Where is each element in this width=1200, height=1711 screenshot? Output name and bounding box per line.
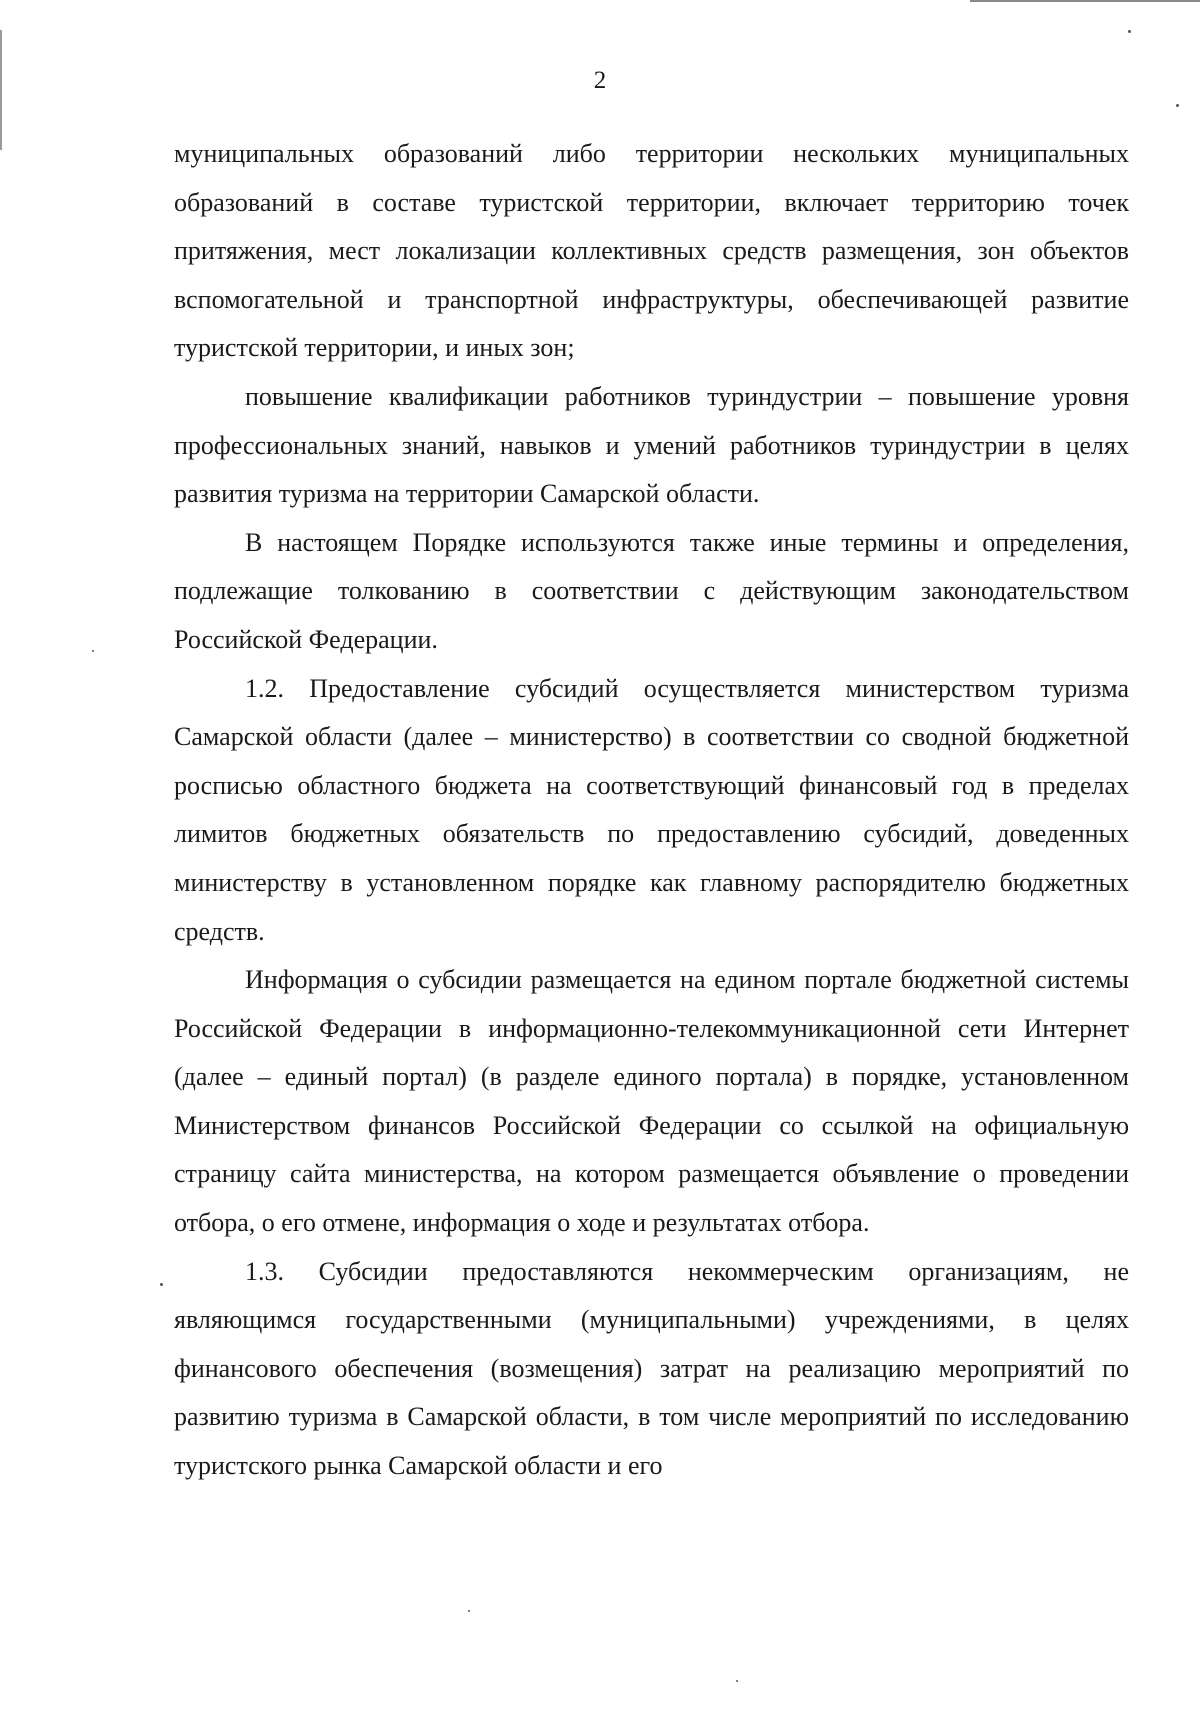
paragraph-4: 1.2. Предоставление субсидий осуществляется министерством туризма Самарской области (далее – министерство) в соответствии со сводной бюджетной росписью областного бюджета на соответствующий финансовый год в пределах лимитов бюджетных обязательств по предоставлению субсидий, доведенных министерству в установленном порядке как главному распорядителю бюджетных средств.: [174, 673, 1129, 946]
scan-border-line: [970, 0, 1200, 2]
scan-speck: [1128, 30, 1131, 33]
scan-speck: [1176, 104, 1179, 107]
page-number: 2: [593, 67, 607, 94]
paragraph-2: повышение квалификации работников туриндустрии – повышение уровня профессиональных знаний, навыков и умений работников туриндустрии в целях развития туризма на территории Самарской области.: [174, 381, 1129, 509]
scan-speck: [92, 650, 94, 652]
paragraph-3: В настоящем Порядке используются также иные термины и определения, подлежащие толкованию в соответствии с действующим законодательством Российской Федерации.: [174, 527, 1129, 654]
document-body: [174, 130, 1129, 1491]
scan-speck: [468, 1610, 470, 1612]
scan-speck: [736, 1680, 738, 1682]
paragraph-5: Информация о субсидии размещается на едином портале бюджетной системы Российской Федерации в информационно-телекоммуникационной сети Интернет (далее – единый портал) (в разделе единого портала) в порядке, установленном Министерством финансов Российской Федерации со ссылкой на официальную страницу сайта министерства, на котором размещается объявление о проведении отбора, о его отмене, информация о ходе и результатах отбора.: [174, 965, 1129, 1238]
paragraph-1: муниципальных образований либо территории нескольких муниципальных образований в составе туристской территории, включает территорию точек притяжения, мест локализации коллективных средств размещения, зон объектов вспомогательной и транспортной инфраструктуры, обеспечивающей развитие туристской территории, и иных зон;: [174, 139, 1129, 363]
paragraph-6: 1.3. Субсидии предоставляются некоммерческим организациям, не являющимся государственными (муниципальными) учреждениями, в целях финансового обеспечения (возмещения) затрат на реализацию мероприятий по развитию туризма в Самарской области, в том числе мероприятий по исследованию туристского рынка Самарской области и его: [174, 1256, 1129, 1481]
scan-speck: [160, 1283, 163, 1286]
